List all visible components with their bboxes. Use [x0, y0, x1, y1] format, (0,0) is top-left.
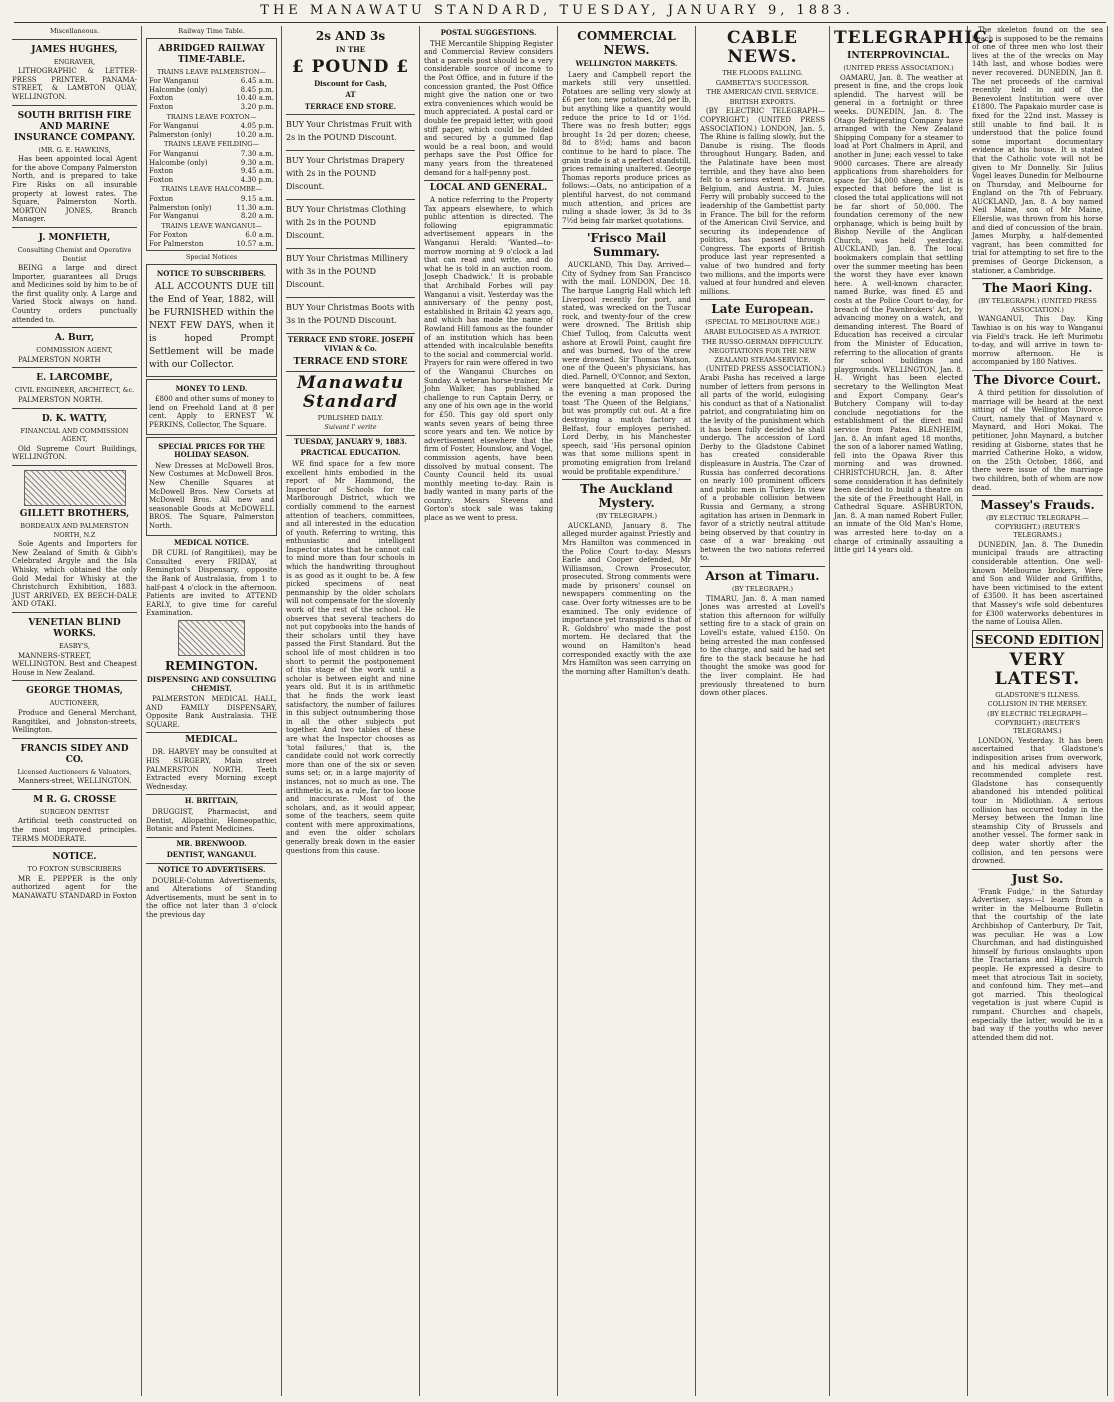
remington-text: PALMERSTON MEDICAL HALL, AND FAMILY DISPENSARY, Opposite Bank Australasia. THE SQUARE.: [146, 695, 277, 729]
postal-title: POSTAL SUGGESTIONS.: [440, 28, 537, 37]
paper-title: Manawatu Standard: [286, 371, 415, 412]
railway-destination: For Wanganui: [149, 149, 199, 158]
column-terrace-end: [282, 26, 420, 1396]
ad-block: [12, 367, 137, 404]
ad-title: VENETIAN BLIND WORKS.: [28, 617, 121, 639]
holiday-title: SPECIAL PRICES FOR THE HOLIDAY SEASON.: [158, 441, 265, 460]
buy-item: BUY Your Christmas Drapery with 2s in the POUND Discount.: [286, 150, 415, 196]
railway-row: [149, 195, 274, 204]
massey-title: Massey's Frauds.: [972, 495, 1103, 512]
ad-title: FRANCIS SIDEY AND CO.: [20, 743, 129, 765]
discount-pound: £ POUND £: [291, 56, 410, 77]
column-notices: [142, 26, 282, 1396]
railway-row: [149, 240, 274, 249]
railway-destination: Halcombe (only): [149, 158, 208, 167]
ad-block: [12, 680, 137, 734]
ad-text: MR E. PEPPER is the only authorized agent for the MANAWATU STANDARD in Foxton: [12, 874, 137, 901]
ad-block: [12, 465, 137, 609]
local-title: LOCAL AND GENERAL.: [424, 180, 553, 194]
ad-title: JAMES HUGHES,: [31, 44, 118, 55]
very-latest-title: VERY LATEST.: [994, 649, 1081, 689]
collision-text: LONDON, Yesterday. It has been ascertained that Gladstone's indisposition arises from overwork, and his medical advisers have recommended complete rest. Gladstone has consequently abandoned his intended political tour in Midlothian. A serious collision has occurred today in the Mersey between the Inman line steamship City of Brussels and another vessel. The former sank in deep water shortly after the collision, and ten persons were drowned.: [972, 736, 1103, 866]
crest-illustration: [24, 470, 126, 506]
paper-motto: Suivant l' verite: [324, 423, 377, 432]
railway-destination: For Palmerston: [149, 239, 204, 248]
buy-item: BUY Your Christmas Fruit with 2s in the POUND Discount.: [286, 114, 415, 147]
masthead-rule: [14, 22, 1106, 23]
masthead: THE MANAWATU STANDARD, TUESDAY, JANUARY 9, 1883.: [260, 3, 854, 18]
ad-title: GEORGE THOMAS,: [26, 686, 123, 697]
ad-text: LITHOGRAPHIC & LETTER-PRESS PRINTER. PANAMA-STREET, & LAMBTON QUAY, WELLINGTON.: [12, 67, 137, 101]
railway-destination: Foxton: [149, 167, 174, 176]
gladstone-sub: GLADSTONE'S ILLNESS.: [995, 690, 1080, 699]
arson-title: Arson at Timaru.: [700, 566, 825, 583]
ad-block: [12, 408, 137, 462]
mystery-text: AUCKLAND, January 8. The alleged murder against Priestly and Mrs Hamilton was commenced in the Police Court to-day. Messrs Earle and Cooper defended, Mr Williamson, Crown Prosecutor, prosecuted. Strong comments were made by prisoners' counsel on newspapers commenting on the case. Over forty witnesses are to be examined. The only evidence of importance yet transpired is that of R. Goldsbro' who made the post mortem. He declared that the wound on Hamilton's head corresponded exactly with the axe Mrs Hamilton was seen carrying on the morning after Hamilton's death.: [562, 521, 691, 676]
railway-destination: Palmerston (only): [149, 203, 212, 212]
telegraphic-title: TELEGRAPHIC.: [834, 28, 995, 48]
brittain-title: H. BRITTAIN,: [146, 794, 277, 806]
railway-time: 8.20 a.m.: [240, 212, 274, 221]
ads-list: [12, 39, 137, 901]
holiday-ad: [146, 437, 277, 536]
paper-date: TUESDAY, JANUARY 9, 1883.: [286, 435, 415, 447]
railway-time: 7.30 a.m.: [240, 149, 274, 158]
interprovincial-title: INTERPROVINCIAL.: [847, 51, 950, 61]
cable-sub-exports: BRITISH EXPORTS.: [729, 97, 796, 106]
ad-block: [12, 846, 137, 900]
ad-subtitle: TO FOXTON SUBSCRIBERS: [27, 865, 122, 874]
medical-notice-text: DR CURL (of Rangitikei), may be Consulted every FRIDAY, at Remington's Dispensary, opposite the Bank of Australasia, from 1 to half-past 4 o'clock in the afternoon. Patients are invited to ATTEND EARLY, to give time for careful Examination.: [146, 549, 277, 618]
railway-row: [149, 176, 274, 185]
ad-title: SOUTH BRITISH FIRE AND MARINE INSURANCE COMPANY.: [13, 110, 136, 143]
column-cable: [696, 26, 830, 1396]
railway-time: 9.45 a.m.: [240, 167, 274, 176]
ad-title: D. K. WATTY,: [41, 413, 108, 424]
late-european-text: (UNITED PRESS ASSOCIATION.) Arabi Pasha has received a large number of letters from persons in all parts of the world, eulogising his conduct as that of a Nationalist patriot, and congratulating him on the levity of the punishment which it has been fully decided he shall undergo. The accession of Lord Derby to the Gladstone Cabinet has created considerable displeasure in Austria. The Czar of Russia has conferred decorations on nearly 100 prominent officers and public men in Turkey. In view of a probable collision between Russia and Germany, a strong agitation has arisen in Denmark in favor of a strictly neutral attitude being observed by that country in case of a war breaking out between the two nations referred to.: [700, 365, 825, 563]
second-edition-title: SECOND EDITION: [972, 630, 1103, 648]
railway-row: [149, 159, 274, 168]
notice-title: NOTICE TO SUBSCRIBERS.: [156, 269, 267, 279]
russo-sub: THE RUSSO-GERMAN DIFFICULTY.: [701, 337, 824, 346]
arson-sub: (BY TELEGRAPH.): [731, 585, 794, 594]
ad-text: Produce and General Merchant, Rangitikei, and Johnston-streets, Wellington.: [12, 708, 137, 735]
ad-text: MANNERS-STREET, WELLINGTON. Best and Cheapest House in New Zealand.: [12, 651, 137, 677]
ad-block: [12, 105, 137, 224]
ad-subtitle: Licensed Auctioneers & Valuators,: [17, 767, 132, 776]
railway-time: 4.30 p.m.: [240, 175, 274, 184]
railway-destination: For Wanganui: [149, 77, 199, 86]
ad-text: Has been appointed local Agent for the above Company Palmerston North, and is prepared to take Fire Risks on all insurable property at lowest rates. The Square, Palmerston North. MORTON JONES, Branch Manager.: [12, 155, 137, 224]
railway-row: [149, 212, 274, 221]
markets-text: Laery and Campbell report the markets still very unsettled. Potatoes are selling very slowly at £6 per ton; new potatoes, 2d per lb, but anything like a quantity would reduce the price to 1d or 1½d. There was no fresh butter; eggs brought 1s 2d per dozen; cheese, 8d to 8½d; hams and bacon continue to be hard to place. The grain trade is at a perfect standstill, prices remaining unaltered. George Thomas reports produce prices as follows:—Oats, no anticipation of a plentiful harvest, do not command much attention, and prices are ruling a shade lower, 3s 3d to 3s 7½d being fair market quotations.: [562, 70, 691, 225]
commercial-title: COMMERCIAL NEWS.: [577, 29, 676, 57]
railway-time: 10.40 a.m.: [236, 94, 274, 103]
brenwood-text: DENTIST, WANGANUI.: [166, 850, 257, 860]
arson-text: TIMARU, Jan. 8. A man named Jones was arrested at Lovell's station this afternoon for wilfully setting fire to a stack of grain on Lovell's estate, valued £150. On being arrested the man confessed to the charge, and said he had set fire to the stack because he had thought the smoke was good for the liver complaint. He had previously threatened to burn down other places.: [700, 594, 825, 698]
mystery-sub: (BY TELEGRAPH.): [595, 512, 658, 521]
column-latest: [968, 26, 1108, 1396]
railway-destination: Halcombe (only): [149, 85, 208, 94]
cable-text: (BY ELECTRIC TELEGRAPH—COPYRIGHT.) (UNITED PRESS ASSOCIATION.) LONDON, Jan. 5. The Rhine is falling slowly, but the Danube is rising. The floods throughout Hungary, Baden, and the Palatinate have been most terrible, and they have also been felt to a serious extent in France, Belgium, and Austria. M. Jules Ferry will probably succeed to the leadership of the Gambettist party in France. The bill for the reform of the American Civil Service, and securing its independence of politics, has passed through Congress. The exports of British produce last year represented a value of two hundred and forty two millions, and the imports were valued at four hundred and eleven millions.: [700, 107, 825, 296]
negotiations-sub: NEGOTIATIONS FOR THE NEW ZEALAND STEAM-SERVICE.: [708, 347, 817, 364]
railway-destination: For Wanganui: [149, 212, 199, 221]
maori-king-title: The Maori King.: [972, 278, 1103, 295]
ad-block: [12, 227, 137, 324]
railway-row: [149, 204, 274, 213]
massey-text: DUNEDIN, Jan. 8. The Dunedin municipal frauds are attracting considerable attention. One well-known Melbourne brokers, Were and Son and Wilder and Griffiths, have been victimised to the extent of £3500. It has been ascertained that Massey's wife sold debentures for £300 waterworks debentures in the name of Louisa Allen.: [972, 540, 1103, 627]
special-notices-heading: Special Notices: [185, 253, 238, 262]
ad-subtitle: CIVIL ENGINEER, ARCHITECT, &c.: [14, 386, 135, 395]
medical-title: MEDICAL.: [146, 732, 277, 746]
ad-subtitle: COMMISSION AGENT,: [36, 346, 113, 355]
frisco-text: AUCKLAND, This Day. Arrived—City of Sydney from San Francisco with the mail. LONDON, Dec 18. The barque Langrig Hall which left Liverpool recently for port, and stated, was wrecked on the Tuscar rock, and twenty-four of the crew were drowned. The British ship Chief Tulloq, from Calcutta went ashore at Erowll Point, caught fire and was burned, two of the crew were drowned. Sir Thomas Watson, one of the Queen's physicians, has died. Parnell, O'Connor, and Sexton, were banquetted at Cork. During the evening a man proposed the toast 'The Queen of the Belgians,' but was promptly cut out. At a fire destroying a match factory at Belfast, four employes perished. Lord Derby, in his Manchester speech, said 'His personal opinion was that some millions spent in promoting emigration from Ireland would be profitable expenditure.': [562, 261, 691, 476]
discount-top: 2s AND 3s: [315, 29, 386, 43]
buy-item: BUY Your Christmas Boots with 3s in the POUND Discount.: [286, 297, 415, 330]
notice-text: ALL ACCOUNTS DUE till the End of Year, 1882, will be FURNISHED within the NEXT FEW DAYS, when it is hoped Prompt Settlement will be made with our Collector.: [149, 281, 274, 370]
railway-row: [149, 86, 274, 95]
ad-title: A. Burr,: [54, 333, 95, 344]
ad-title: GILLETT BROTHERS,: [19, 509, 130, 519]
divorce-title: The Divorce Court.: [972, 370, 1103, 387]
harvey-text: DR. HARVEY may be consulted at HIS SURGERY, Main street PALMERSTON NORTH. Teeth Extracted every Morning except Wednesday.: [146, 748, 277, 791]
railway-row: [149, 94, 274, 103]
remington-title: REMINGTON.: [165, 658, 258, 673]
published-daily: PUBLISHED DAILY.: [317, 413, 384, 422]
railway-destination: For Foxton: [149, 231, 188, 240]
postal-text: THE Mercantile Shipping Register and Commercial Review considers that a parcels post should be a very considerable source of income to the Post Office, and in future if the concession granted, the Post Office might give the nation one or two extra conveniences which would be much appreciated. A postal card or double fee prepaid letter, with good stiff paper, which could be folded and secured by a gummed flap would be a real boon, and would perhaps save the Post Office for many years from the threatened demand for a half-penny post.: [424, 39, 554, 177]
cable-sub-american: THE AMERICAN CIVIL SERVICE.: [706, 88, 819, 97]
railway-destination: Palmerston (only): [149, 130, 212, 139]
just-so-title: Just So.: [972, 869, 1103, 886]
ad-block: [12, 789, 137, 843]
railway-group-label: TRAINS LEAVE PALMERSTON—: [156, 67, 267, 76]
railway-time: 4.05 p.m.: [240, 122, 274, 131]
buy-list: [286, 114, 415, 330]
money-text: £800 and other sums of money to lend on Freehold Land at 8 per cent. Apply to ERNEST W. PERKINS, Collector, The Square.: [149, 395, 274, 430]
railway-row: [149, 103, 274, 112]
advertisers-text: DOUBLE-Column Advertisements, and Alterations of Standing Advertisements, must be sent in to the office not later than 3 o'clock the previous day: [146, 876, 277, 919]
medical-notice-title: MEDICAL NOTICE.: [173, 537, 250, 547]
ad-text: Sole Agents and Importers for New Zealand of Smith & Gibb's Celebrated Argyle and the Isla Whisky, which obtained the only Gold Medal for Whisky at the Christchurch Exhibition, 1883. JUST ARRIVED, EX BEECH-DALE AND OTAKI.: [12, 540, 137, 609]
frisco-title: 'Frisco Mail Summary.: [562, 228, 691, 259]
ad-subtitle: ENGRAVER,: [53, 57, 96, 66]
column-commercial: [558, 26, 696, 1396]
ad-text: Manners-street, WELLINGTON.: [18, 777, 132, 786]
railway-time: 10.57 a.m.: [236, 239, 274, 248]
cable-title: CABLE NEWS.: [727, 28, 798, 67]
column-miscellaneous: [8, 26, 142, 1396]
railway-row: [149, 77, 274, 86]
railway-row: [149, 167, 274, 176]
buy-item: BUY Your Christmas Millinery with 3s in the POUND Discount.: [286, 248, 415, 294]
ad-block: [12, 738, 137, 786]
local-text: A notice referring to the Property Tax appears elsewhere, to which public attention is directed. The following epigrammatic advertisement appears in the Wanganui Herald: 'Wanted—to-morrow morning at 9 o'clock a lad that can read and write, and do what he is told in an auction room. Joseph Chadwick.' It is probable that Archibald Forbes will pay Wanganui a visit. Yesterday was the anniversary of the penny post, established in Britain 42 years ago, and which has made the name of Rowland Hill famous as the founder of an institution which has been attended with incalculable benefits to the social and commercial world. Prayers for rain were offered in two of the Wanganui Churches on Sunday. A veteran horse-trainer, Mr John Walker, has published a challenge to run Captain Derry, or any one of his own age in the world for £50. This gay old sport only wants seven years of being three score years and ten. We notice by advertisement elsewhere that the firm of Foster, Hounslow, and Vogel, commission agents, have been dissolved by mutual consent. The County Council held its usual monthly meeting to-day. Rain is badly wanted in many parts of the country. Messrs Stevens and Gorton's stock sale was taking place as we went to press.: [424, 196, 553, 523]
brittain-text: DRUGGIST, Pharmacist, and Dentist, Allopathic, Homeopathic, Botanic and Patent Medicines.: [146, 808, 277, 834]
railway-destination: Foxton: [149, 102, 174, 111]
maori-king-text: WANGANUI, This Day. King Tawhiao is on his way to Wanganui via Field's track. He left Murimotu to-day, and will arrive in town to-morrow afternoon. He is accompanied by 180 Natives.: [972, 315, 1103, 367]
ad-subtitle: FINANCIAL AND COMMISSION AGENT,: [20, 426, 129, 444]
cable-sub-gambetta: GAMBETTA'S SUCCESSOR.: [715, 78, 810, 87]
railway-row: [149, 231, 274, 240]
holiday-text: New Dresses at McDowell Bros. New Costumes at McDowell Bros. New Chenille Squares at McDowell Bros. New Corsets at McDowell Bros. All new and seasonable Goods at McDOWELL BROS. The Square, Palmerston North.: [149, 461, 274, 530]
ad-title: E. LARCOMBE,: [36, 373, 113, 384]
discount-store: TERRACE END STORE.: [304, 101, 397, 111]
railway-row: [149, 150, 274, 159]
column-telegraphic: [830, 26, 995, 1396]
railway-group-label: TRAINS LEAVE FOXTON—: [166, 112, 257, 121]
money-ad: [146, 379, 277, 435]
railway-timetable: [146, 38, 277, 252]
railway-heading: Railway Time Table.: [178, 27, 245, 35]
collision-source: (BY ELECTRIC TELEGRAPH—COPYRIGHT.) (REUTER'S TELEGRAMS.): [987, 710, 1088, 736]
railway-destination: For Wanganui: [149, 122, 199, 131]
ad-text: Old Supreme Court Buildings, WELLINGTON.: [12, 444, 137, 462]
mystery-title: The Auckland Mystery.: [562, 479, 691, 510]
maori-king-sub: (BY TELEGRAPH.) (UNITED PRESS ASSOCIATION.): [978, 297, 1097, 314]
discount-in-the: IN THE: [335, 45, 366, 54]
store-owner: TERRACE END STORE. JOSEPH VIVIAN & Co.: [287, 335, 414, 353]
ad-block: [12, 327, 137, 364]
subscribers-notice: [146, 264, 277, 377]
money-title: MONEY TO LEND.: [175, 383, 248, 393]
press-association: (UNITED PRESS ASSOCIATION.): [843, 64, 954, 72]
buy-item: BUY Your Christmas Clothing with 2s in the POUND Discount.: [286, 199, 415, 245]
arabi-sub: ARABI EULOGISED AS A PATRIOT.: [704, 328, 821, 337]
railway-time: 3.20 p.m.: [240, 102, 274, 111]
ad-subtitle: AUCTIONEER,: [49, 699, 100, 708]
railway-group-label: TRAINS LEAVE FEILDING—: [164, 140, 259, 149]
railway-rows: [149, 68, 274, 249]
brenwood-title: MR. BRENWOOD.: [146, 837, 277, 849]
railway-time: 6.45 a.m.: [240, 77, 274, 86]
ad-block: [12, 612, 137, 677]
just-so-text: 'Frank Fudge,' in the Saturday Advertiser, says:—I learn from a writer in the Melbourne Bulletin that the courtship of the late Archbishop of Canterbury, Dr Tait, was peculiar. He was a Low Churchman, and had distinguished himself by furious onslaughts upon the Tractarians and High Church people. He expressed a desire to meet that atrocious Tait in society, and confound him. They met—and got married. This theological vegetation is just where Cupid is rampant. Churches and chapels, especially the latter, would be in a bad way if the youths who never attended them did not.: [972, 887, 1103, 1042]
railway-group-label: TRAINS LEAVE WANGANUI—: [161, 221, 262, 230]
ad-text: PALMERSTON NORTH.: [18, 396, 103, 405]
column-local: [420, 26, 558, 1396]
railway-row: [149, 131, 274, 140]
ad-title: J. MONFIETH,: [38, 232, 111, 243]
section-heading: Miscellaneous.: [49, 27, 100, 35]
late-european-title: Late European.: [700, 299, 825, 316]
ad-subtitle: (MR. G. E. HAWKINS,: [38, 145, 111, 154]
ad-block: [12, 39, 137, 102]
railway-title: ABRIDGED RAILWAY TIME-TABLE.: [158, 43, 265, 65]
ad-subtitle: Consulting Chemist and Operative Dentist: [17, 245, 132, 263]
markets-title: WELLINGTON MARKETS.: [575, 59, 678, 68]
mortar-illustration: [178, 620, 246, 656]
railway-time: 10.20 a.m.: [236, 130, 274, 139]
railway-time: 9.30 a.m.: [240, 158, 274, 167]
ad-text: Artificial teeth constructed on the most improved principles. TERMS MODERATE.: [12, 817, 137, 843]
collision-sub: COLLISION IN THE MERSEY.: [987, 700, 1088, 709]
store-name: TERRACE END STORE: [293, 356, 408, 367]
ad-text: PALMERSTON NORTH: [18, 355, 101, 364]
interprovincial-text: OAMARU, Jan. 8. The weather at present is fine, and the crops look splendid. The harvest will be general in a fortnight or three weeks. DUNEDIN, Jan. 8. The Otago Refrigerating Company have arranged with the New Zealand Shipping Company for a steamer to load at Port Chalmers in April, and another in June; each vessel to take 9000 carcases. There are already applications from shareholders for space for 34,000 sheep, and it is expected that before the list is closed the total applications will not be far short of 50,000. The foundation ceremony of the new orphanage, which is being built by Bishop Neville of the Anglican Church, was held yesterday. AUCKLAND, Jan. 8. The local bookmakers complain that settling over the summer meeting has been the worst they have ever known here. A well-known character, named Burke, was fined £5 and costs at the Police Court to-day, for breach of the Pawnbrokers' Act, by advancing money on a watch, and demanding interest. The Board of Education has received a circular from the Minister of Education, referring to the allocation of grants for school buildings and playgrounds. WELLINGTON, Jan. 8. H. Wright has been elected secretary to the Wellington Meat and Export Company. Gear's Butchery Company will to-day conclude negotiations for the establishment of the direct mail service from Patea. BLENHEIM, Jan. 8. An infant aged 18 months, the son of a laborer named Watling, fell into the Opawa River this morning and was drowned. CHRISTCHURCH, Jan. 8. After some consideration it has definitely been decided to build a theatre on the site of the Freethought Hall, in Cathedral Square. ASHBURTON, Jan. 8. A man named Robert Fuller, an inmate of the Old Man's Home, was arrested here to-day on a charge of criminally assaulting a little girl 14 years old.: [834, 73, 963, 555]
ad-subtitle: EASBY'S,: [59, 641, 90, 650]
ad-text: BEING a large and direct Importer, guarantees all Drugs and Medicines sold by him to be of the first quality only. A Large and Varied Stock always on hand. Country orders punctually attended to.: [12, 264, 137, 324]
ad-title: M R. G. CROSSE: [33, 794, 116, 805]
railway-time: 9.15 a.m.: [240, 194, 274, 203]
advertisers-title: NOTICE TO ADVERTISERS.: [146, 863, 277, 875]
ad-subtitle: BORDEAUX AND PALMERSTON NORTH, N.Z: [20, 522, 129, 539]
latest-top-text: The skeleton found on the sea beach is supposed to be the remains of one of three men who lost their lives at the of the wrecks on May 14th last, and whose bodies were never recovered. DUNEDIN, Jan 8. The net proceeds of the carnival recently held in aid of the Benevolent Institution were over £1800. The Papakaio murder case is fixed for the 22nd inst. Massey is still unable to find bail. It is understood that the police found some important documentary evidence at his house. It is stated that the Catholic vote will not be given to Mr Donnelly. Sir Julius Vogel leaves Dunedin for Melbourne on Thursday, and Melbourne for England on the 7th of February. AUCKLAND, Jan. 8. A boy named Neil Maine, son of Mr Maine, Ellerslie, was thrown from his horse and died of concussion of the brain. James Murphy, a half-demented vagrant, has been committed for trial for attempting to set fire to the premises of George Dickenson, a stationer, a Cambridge.: [972, 26, 1103, 275]
railway-group-label: TRAINS LEAVE HALCOMBE—: [160, 185, 263, 194]
railway-destination: Foxton: [149, 194, 174, 203]
cable-sub-floods: THE FLOODS FALLING.: [722, 69, 803, 77]
ad-subtitle: SURGEON DENTIST: [39, 807, 110, 816]
remington-sub: DISPENSING AND CONSULTING CHEMIST.: [146, 674, 277, 693]
divorce-text: A third petition for dissolution of marriage will be heard at the next sitting of the Wellington Divorce Court, namely that of Maynard v. Maynard, and Hori Mokai. The petitioner, John Maynard, a butcher residing at Gisborne, states that he married Catherine Hoko, a widow, on the 25th October, 1866, and there were issue of the marriage two children, both of whom are now dead.: [972, 388, 1103, 492]
editorial-title: PRACTICAL EDUCATION.: [300, 448, 401, 458]
railway-row: [149, 122, 274, 131]
railway-destination: Foxton: [149, 94, 174, 103]
railway-time: 6.0 a.m.: [245, 231, 274, 240]
massey-sub: (BY ELECTRIC TELEGRAPH.—COPYRIGHT.) (REUTER'S TELEGRAMS.): [986, 514, 1089, 540]
discount-cash: Discount for Cash,: [314, 78, 387, 88]
ad-title: NOTICE.: [52, 852, 97, 863]
editorial-text: WE find space for a few more excellent hints embodied in the report of Mr Hammond, the Inspector of Schools for the Marlborough District, which we cordially commend to the earnest attention of teachers, committees, and all interested in the education of youth. Referring to writing, this enthusiastic and intelligent Inspector states that he cannot call to mind more than four schools in which the handwriting throughout is as good as it ought to be. A few picked specimens of neat penmanship by the older scholars will not compensate for the slovenly work of the rest of the school. He observes that several teachers do not put copybooks into the hands of their scholars until they have passed the First Standard. But the school life of most children is too short to permit the postponement of this stage of the work until a scholar is between eight and nine years old. But it is in arithmetic that he finds the work least satisfactory, the number of failures in this subject outnumbering those in all the other subjects put together. And two tables of these are what the Inspector chooses as 'total failures,' that is, the candidate could not work correctly more than one of the six or seven sums set; or, in a large majority of instances, not so much as one. The arithmetic is, as a rule, far too loose and inaccurate. Most of the scholars, and, as it would appear, some of the teachers, seem quite content with mere approximations, and even the older scholars generally break down in the easier questions from this cause.: [286, 459, 415, 855]
railway-time: 8.45 p.m.: [240, 85, 274, 94]
discount-at: AT: [345, 90, 356, 100]
railway-time: 11.30 a.m.: [236, 203, 274, 212]
railway-destination: Foxton: [149, 175, 174, 184]
late-european-sub: (SPECIAL TO MELBOURNE AGE.): [705, 318, 820, 327]
